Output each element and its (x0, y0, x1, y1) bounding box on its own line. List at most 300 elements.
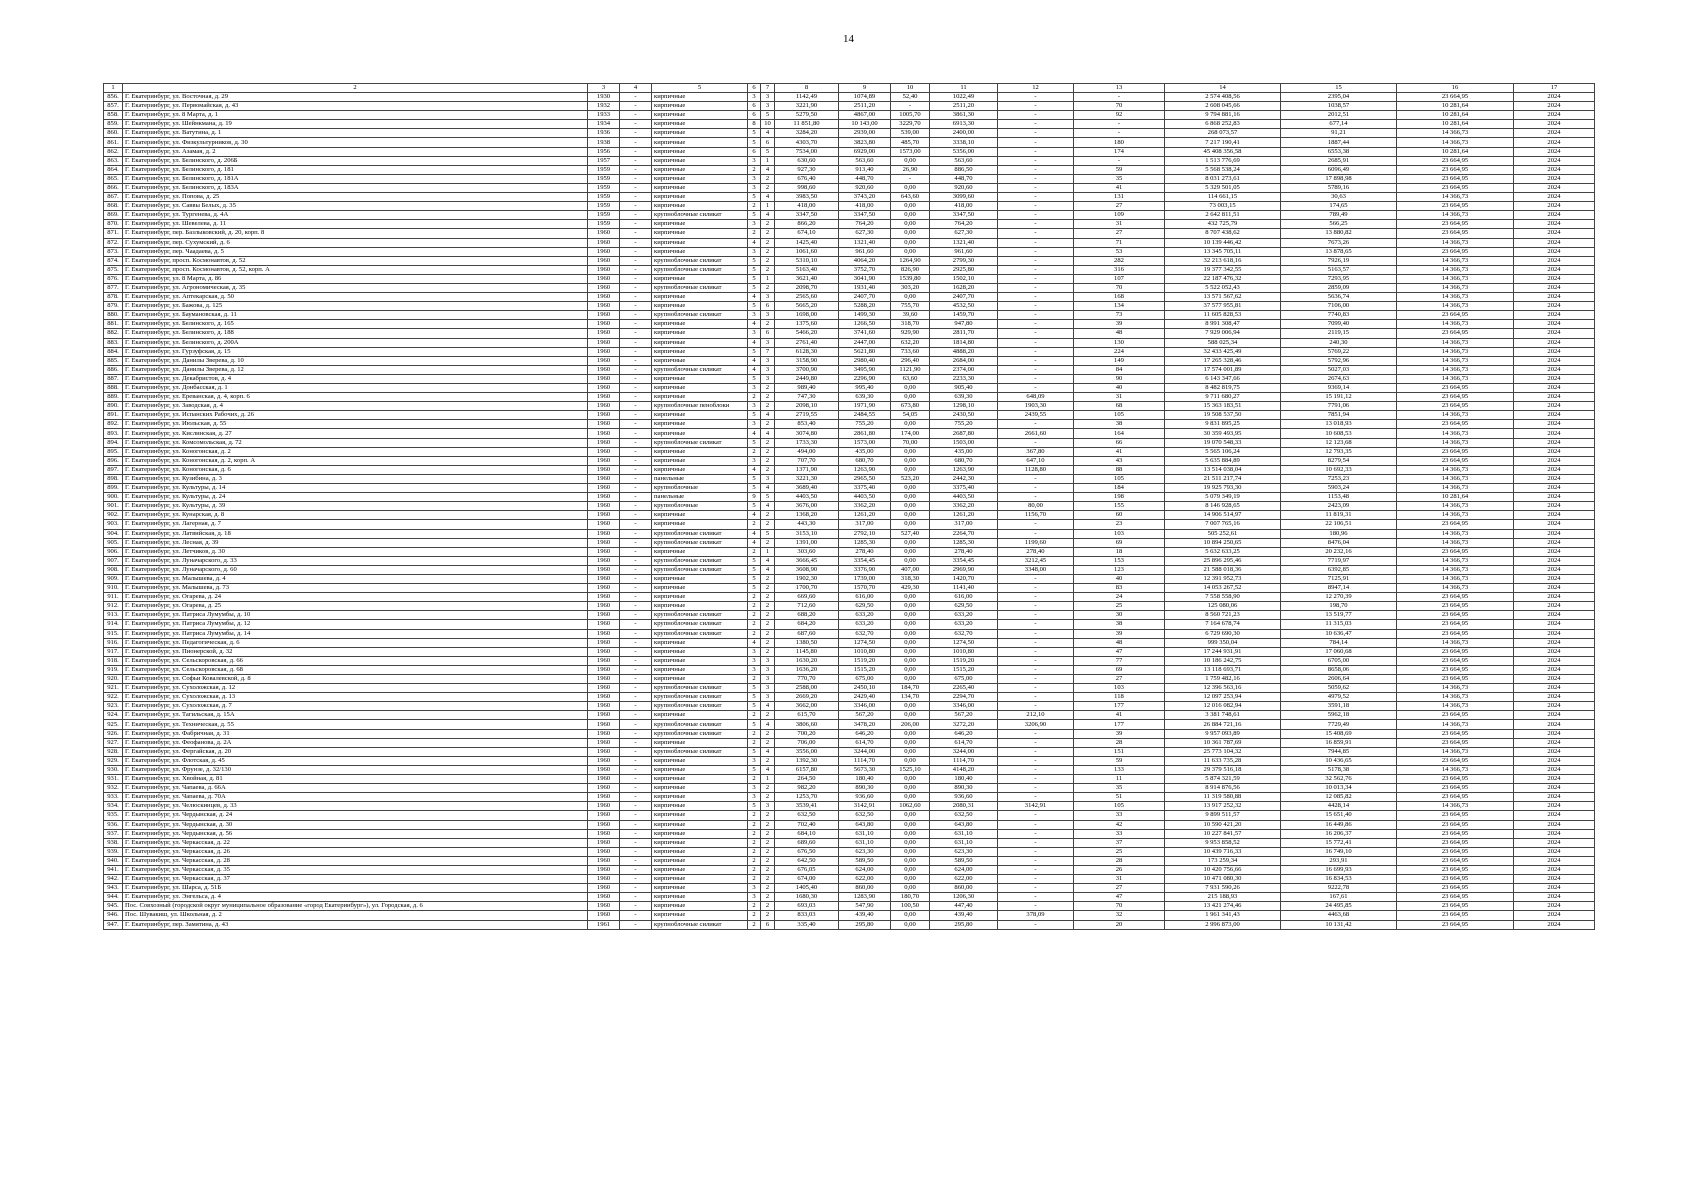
table-cell: 8 707 438,62 (1165, 229, 1281, 238)
table-cell: 2 (761, 402, 775, 411)
table-cell: 5 (748, 765, 761, 774)
table-cell: 2 (748, 629, 761, 638)
table-cell: 2012,51 (1281, 111, 1397, 120)
table-row (104, 356, 1595, 365)
table-cell: 2 (761, 420, 775, 429)
table-cell: Г. Екатеринбург, ул. Сельскоровская, д. 68 (123, 665, 588, 674)
table-cell: 19 377 342,55 (1165, 265, 1281, 274)
table-cell: 1960 (588, 502, 620, 511)
table-cell: 5962,18 (1281, 711, 1397, 720)
table-cell: 3244,00 (839, 747, 891, 756)
table-cell: кирпичные (652, 411, 748, 420)
table-cell: 14 366,73 (1397, 638, 1514, 647)
table-cell: - (620, 356, 652, 365)
table-row (104, 311, 1595, 320)
table-cell: 1698,00 (775, 311, 839, 320)
table-cell: 23 (1074, 520, 1165, 529)
table-cell: - (620, 747, 652, 756)
table-cell: - (620, 511, 652, 520)
table-row (104, 720, 1595, 729)
table-cell: 2 (748, 165, 761, 174)
table-cell: 1960 (588, 265, 620, 274)
table-cell: 5 (748, 702, 761, 711)
table-cell: 0,00 (891, 656, 930, 665)
table-cell: - (620, 156, 652, 165)
table-cell: 669,60 (775, 593, 839, 602)
table-cell: 448,70 (930, 174, 998, 183)
table-cell: 2024 (1514, 629, 1595, 638)
table-cell: 0,00 (891, 293, 930, 302)
table-cell: 133 (1074, 765, 1165, 774)
table-cell: 902. (104, 511, 123, 520)
table-cell: 2024 (1514, 293, 1595, 302)
table-cell: 10 471 080,30 (1165, 875, 1281, 884)
table-cell: 13 018,93 (1281, 420, 1397, 429)
table-cell: - (998, 875, 1074, 884)
table-cell: 1960 (588, 911, 620, 920)
table-cell: 3662,00 (775, 702, 839, 711)
table-cell: кирпичные (652, 511, 748, 520)
table-cell: 627,30 (930, 229, 998, 238)
table-cell: - (620, 374, 652, 383)
table-cell: 31 (1074, 875, 1165, 884)
table-cell: 913. (104, 611, 123, 620)
table-cell: 9 711 680,27 (1165, 393, 1281, 402)
table-cell: - (998, 374, 1074, 383)
table-cell: 5 (748, 484, 761, 493)
table-cell: 631,10 (930, 829, 998, 838)
table-row (104, 738, 1595, 747)
table-cell: 14 366,73 (1397, 465, 1514, 474)
table-cell: 13 571 567,62 (1165, 293, 1281, 302)
table-cell: 1960 (588, 693, 620, 702)
table-cell: - (620, 693, 652, 702)
table-cell: 1938 (588, 138, 620, 147)
table-cell: 164 (1074, 429, 1165, 438)
table-cell: 10 894 250,65 (1165, 538, 1281, 547)
table-cell: - (998, 274, 1074, 283)
table-cell: 3478,20 (839, 720, 891, 729)
table-cell: 10 013,34 (1281, 784, 1397, 793)
table-cell: 8658,06 (1281, 665, 1397, 674)
table-cell: Пос. Шувакиш, ул. Школьная, д. 2 (123, 911, 588, 920)
table-cell: 177 (1074, 702, 1165, 711)
table-cell: 14 366,73 (1397, 129, 1514, 138)
table-cell: 37 (1074, 838, 1165, 847)
table-cell: 1960 (588, 556, 620, 565)
table-cell: 1321,40 (930, 238, 998, 247)
table-cell: Г. Екатеринбург, ул. Пионерской, д. 32 (123, 647, 588, 656)
table-cell: Г. Екатеринбург, ул. Флотская, д. 45 (123, 756, 588, 765)
table-cell: 3346,00 (839, 702, 891, 711)
table-cell: 439,40 (839, 911, 891, 920)
table-cell: 367,80 (998, 447, 1074, 456)
table-cell: 3 (761, 365, 775, 374)
table-cell: 688,20 (775, 611, 839, 620)
table-cell: 2 (761, 393, 775, 402)
table-cell: 14 366,73 (1397, 438, 1514, 447)
table-cell: кирпичные (652, 465, 748, 474)
table-cell: кирпичные (652, 447, 748, 456)
table-cell: - (998, 147, 1074, 156)
table-cell: 4 (761, 211, 775, 220)
table-cell: 2024 (1514, 720, 1595, 729)
table-cell: Г. Екатеринбург, ул. Баумановская, д. 11 (123, 311, 588, 320)
table-cell: Г. Екатеринбург, ул. Патриса Лумумбы, д. 10 (123, 611, 588, 620)
header-cell: 10 (891, 84, 930, 93)
table-cell: 15 408,69 (1281, 729, 1397, 738)
table-cell: - (620, 183, 652, 192)
table-cell: 2 (761, 911, 775, 920)
table-cell: - (620, 765, 652, 774)
table-row (104, 511, 1595, 520)
table-cell: 5027,03 (1281, 365, 1397, 374)
table-cell: 615,70 (775, 711, 839, 720)
table-cell: 673,80 (891, 402, 930, 411)
table-cell: 9 899 511,57 (1165, 811, 1281, 820)
table-cell: 5 (748, 302, 761, 311)
table-cell: 198 (1074, 493, 1165, 502)
table-cell: 2 (761, 511, 775, 520)
table-cell: 14 366,73 (1397, 538, 1514, 547)
table-cell: 1519,20 (930, 656, 998, 665)
table-cell: 2980,40 (839, 356, 891, 365)
table-cell: 4 (748, 338, 761, 347)
header-cell: 7 (761, 84, 775, 93)
table-cell: 2 (761, 229, 775, 238)
table-cell: 3 (761, 93, 775, 102)
table-cell: 6 868 252,83 (1165, 120, 1281, 129)
table-cell: Г. Екатеринбург, ул. Патриса Лумумбы, д. 12 (123, 620, 588, 629)
table-cell: 2430,50 (930, 411, 998, 420)
table-cell: - (998, 174, 1074, 183)
table-cell: 1960 (588, 293, 620, 302)
table-cell: 2 (748, 393, 761, 402)
table-cell: 0,00 (891, 238, 930, 247)
table-cell: 103 (1074, 529, 1165, 538)
table-cell: кирпичные (652, 911, 748, 920)
table-cell: - (620, 393, 652, 402)
table-cell: 627,30 (839, 229, 891, 238)
table-cell: 4 (748, 538, 761, 547)
table-cell: 448,70 (839, 174, 891, 183)
table-cell: 894. (104, 438, 123, 447)
table-cell: 2565,60 (775, 293, 839, 302)
table-cell: 1960 (588, 711, 620, 720)
table-cell: 5 874 321,59 (1165, 775, 1281, 784)
table-cell: 789,49 (1281, 211, 1397, 220)
table-cell: 1960 (588, 629, 620, 638)
table-cell: 7 558 558,90 (1165, 593, 1281, 602)
table-cell: 23 664,95 (1397, 856, 1514, 865)
table-cell: Г. Екатеринбург, ул. Фергайская, д. 20 (123, 747, 588, 756)
table-cell: 2024 (1514, 338, 1595, 347)
table-cell: 2588,00 (775, 684, 839, 693)
table-cell: - (998, 193, 1074, 202)
table-cell: - (620, 638, 652, 647)
table-cell: - (998, 111, 1074, 120)
table-cell: 9369,14 (1281, 384, 1397, 393)
table-cell: 17 574 001,89 (1165, 365, 1281, 374)
table-cell: 14 366,73 (1397, 347, 1514, 356)
table-cell: 2423,09 (1281, 502, 1397, 511)
table-cell: 23 664,95 (1397, 838, 1514, 847)
table-cell: 918. (104, 656, 123, 665)
table-cell: 1321,40 (839, 238, 891, 247)
header-cell: 9 (839, 84, 891, 93)
table-cell: Г. Екатеринбург, ул. Заводская, д. 4 (123, 402, 588, 411)
table-cell: 2024 (1514, 147, 1595, 156)
table-cell: 38 (1074, 620, 1165, 629)
table-cell: 629,50 (839, 602, 891, 611)
table-cell: 14 366,73 (1397, 702, 1514, 711)
table-cell: 3 (748, 456, 761, 465)
header-cell: 1 (104, 84, 123, 93)
table-cell: - (620, 329, 652, 338)
table-cell: 3 (761, 338, 775, 347)
table-cell: крупноблочные силикат (652, 311, 748, 320)
table-cell: 1932 (588, 102, 620, 111)
table-cell: кирпичные (652, 329, 748, 338)
table-cell: 23 664,95 (1397, 629, 1514, 638)
table-cell: 1960 (588, 675, 620, 684)
table-cell: 2965,50 (839, 474, 891, 483)
table-cell: кирпичные (652, 656, 748, 665)
table-cell: 2 (748, 593, 761, 602)
table-cell: 0,00 (891, 447, 930, 456)
table-cell: 567,20 (930, 711, 998, 720)
table-cell: 103 (1074, 684, 1165, 693)
table-cell: - (998, 156, 1074, 165)
table-cell: 1960 (588, 402, 620, 411)
table-cell: крупноблочные силикат (652, 629, 748, 638)
table-cell: 863. (104, 156, 123, 165)
table-row (104, 665, 1595, 674)
header-cell: 8 (775, 84, 839, 93)
table-cell: 897. (104, 465, 123, 474)
table-cell: 1061,60 (775, 247, 839, 256)
header-cell: 11 (930, 84, 998, 93)
table-cell: - (620, 602, 652, 611)
table-cell: 5 (748, 274, 761, 283)
table-cell: 632,50 (930, 811, 998, 820)
table-cell: 11 315,03 (1281, 620, 1397, 629)
table-cell: 32 562,76 (1281, 775, 1397, 784)
table-cell: - (620, 193, 652, 202)
table-cell: 6 (761, 920, 775, 929)
table-cell: - (620, 129, 652, 138)
table-cell: Г. Екатеринбург, ул. 8 Марта, д. 1 (123, 111, 588, 120)
table-cell: 5 632 633,25 (1165, 547, 1281, 556)
table-cell: 17 265 328,46 (1165, 356, 1281, 365)
table-cell: Г. Екатеринбург, ул. Саввы Белых, д. 35 (123, 202, 588, 211)
table-cell: 8947,14 (1281, 584, 1397, 593)
table-cell: 10 281,64 (1397, 147, 1514, 156)
table-cell: 919. (104, 665, 123, 674)
table-cell: 643,80 (839, 820, 891, 829)
table-cell: 68 (1074, 402, 1165, 411)
table-cell: кирпичные (652, 293, 748, 302)
table-row (104, 684, 1595, 693)
table-cell: 3284,20 (775, 129, 839, 138)
table-cell: 3 (748, 183, 761, 192)
table-cell: 7 164 678,74 (1165, 620, 1281, 629)
table-cell: 1960 (588, 847, 620, 856)
table-cell: 0,00 (891, 493, 930, 502)
table-cell: 5 079 349,19 (1165, 493, 1281, 502)
table-cell: 0,00 (891, 156, 930, 165)
table-cell: 10 361 787,69 (1165, 738, 1281, 747)
table-cell: 898. (104, 474, 123, 483)
table-cell: 18 (1074, 547, 1165, 556)
table-cell: 7673,26 (1281, 238, 1397, 247)
table-cell: 10 281,64 (1397, 493, 1514, 502)
table-cell: Пос. Совхозный (городской округ муниципальное образование «город Екатеринбург»), ул. Городская, д. 6 (123, 902, 588, 911)
table-cell: 647,10 (998, 456, 1074, 465)
table-row (104, 784, 1595, 793)
table-cell: 13 118 693,71 (1165, 665, 1281, 674)
table-cell: Г. Екатеринбург, ул. Хвойная, д. 81 (123, 775, 588, 784)
table-cell: 4463,68 (1281, 911, 1397, 920)
table-cell: панельные (652, 493, 748, 502)
table-cell: 1515,20 (839, 665, 891, 674)
table-cell: 876. (104, 274, 123, 283)
table-cell: - (998, 838, 1074, 847)
table-cell: - (998, 611, 1074, 620)
table-cell: Г. Екатеринбург, ул. Азамая, д. 2 (123, 147, 588, 156)
table-cell: - (620, 402, 652, 411)
table-cell: - (620, 311, 652, 320)
table-cell: 2024 (1514, 129, 1595, 138)
table-cell: 1960 (588, 720, 620, 729)
table-cell: 936. (104, 820, 123, 829)
table-cell: 23 664,95 (1397, 784, 1514, 793)
table-cell: 278,40 (839, 547, 891, 556)
table-cell: 268 073,57 (1165, 129, 1281, 138)
table-cell: Г. Екатеринбург, ул. Коногонская, д. 6 (123, 465, 588, 474)
table-cell: 2024 (1514, 311, 1595, 320)
table-cell: 589,50 (839, 856, 891, 865)
table-cell: кирпичные (652, 775, 748, 784)
table-cell: 927,30 (775, 165, 839, 174)
table-cell: 882. (104, 329, 123, 338)
table-cell: 23 664,95 (1397, 593, 1514, 602)
table-cell: 17 244 931,91 (1165, 647, 1281, 656)
table-cell: - (998, 302, 1074, 311)
table-cell: 2024 (1514, 747, 1595, 756)
table-cell: 2 (748, 202, 761, 211)
table-cell: кирпичные (652, 111, 748, 120)
table-cell: 109 (1074, 211, 1165, 220)
table-cell: 0,00 (891, 711, 930, 720)
table-cell: - (620, 102, 652, 111)
table-cell: - (620, 529, 652, 538)
table-row (104, 729, 1595, 738)
table-cell: 2 (761, 574, 775, 583)
table-cell: 616,00 (839, 593, 891, 602)
table-cell: 933. (104, 793, 123, 802)
table-row (104, 611, 1595, 620)
table-cell: 632,50 (775, 811, 839, 820)
table-row (104, 265, 1595, 274)
table-cell: - (998, 293, 1074, 302)
table-cell: Г. Екатеринбург, ул. Черкасская, д. 35 (123, 865, 588, 874)
table-cell: 2024 (1514, 429, 1595, 438)
table-cell: 2 (748, 229, 761, 238)
table-cell: - (998, 347, 1074, 356)
table-cell: 2024 (1514, 884, 1595, 893)
table-cell: 12 085,82 (1281, 793, 1397, 802)
table-cell: 2 (761, 811, 775, 820)
table-cell: 23 664,95 (1397, 602, 1514, 611)
table-cell: - (620, 820, 652, 829)
table-cell: 7 931 590,26 (1165, 884, 1281, 893)
page-number: 14 (843, 33, 854, 45)
table-cell: 10 281,64 (1397, 102, 1514, 111)
table-row (104, 502, 1595, 511)
table-cell: 689,60 (775, 838, 839, 847)
header-cell: 13 (1074, 84, 1165, 93)
table-cell: 23 664,95 (1397, 756, 1514, 765)
table-cell: 2024 (1514, 365, 1595, 374)
table-cell: кирпичные (652, 165, 748, 174)
table-cell: - (998, 829, 1074, 838)
table-cell: 2024 (1514, 611, 1595, 620)
table-cell: 911. (104, 593, 123, 602)
table-cell: 2 (761, 456, 775, 465)
table-row (104, 629, 1595, 638)
table-cell: 151 (1074, 747, 1165, 756)
table-cell: 10 608,53 (1281, 429, 1397, 438)
table-cell: 3375,40 (930, 484, 998, 493)
table-cell: 2264,70 (930, 529, 998, 538)
table-cell: 1960 (588, 511, 620, 520)
table-row (104, 229, 1595, 238)
table-cell: - (998, 765, 1074, 774)
table-cell: 317,00 (930, 520, 998, 529)
table-cell: 707,70 (775, 456, 839, 465)
table-cell: 589,50 (930, 856, 998, 865)
table-cell: 2 (761, 183, 775, 192)
table-cell: 631,10 (839, 829, 891, 838)
table-cell: 3206,90 (998, 720, 1074, 729)
table-cell: 31 (1074, 220, 1165, 229)
table-cell: 0,00 (891, 820, 930, 829)
table-cell: 4 (748, 365, 761, 374)
table-cell: 14 053 267,52 (1165, 584, 1281, 593)
table-cell: 1 (761, 156, 775, 165)
table-cell: кирпичные (652, 156, 748, 165)
table-cell: 25 773 104,32 (1165, 747, 1281, 756)
table-cell: Г. Екатеринбург, ул. Летчиков, д. 30 (123, 547, 588, 556)
table-cell: Г. Екатеринбург, ул. Латвийская, д. 18 (123, 529, 588, 538)
table-cell: кирпичные (652, 302, 748, 311)
table-row (104, 183, 1595, 192)
table-cell: 3 (748, 893, 761, 902)
table-cell: 0,00 (891, 556, 930, 565)
table-cell: - (998, 602, 1074, 611)
table-cell: 3689,40 (775, 484, 839, 493)
table-cell: 35 (1074, 784, 1165, 793)
table-cell: 1960 (588, 302, 620, 311)
table-cell: 31 (1074, 393, 1165, 402)
table-cell: 5792,96 (1281, 356, 1397, 365)
table-cell: 2 (748, 829, 761, 838)
table-cell: 153 (1074, 556, 1165, 565)
table-cell: кирпичные (652, 129, 748, 138)
table-body (104, 84, 1595, 930)
table-cell: 1263,90 (930, 465, 998, 474)
